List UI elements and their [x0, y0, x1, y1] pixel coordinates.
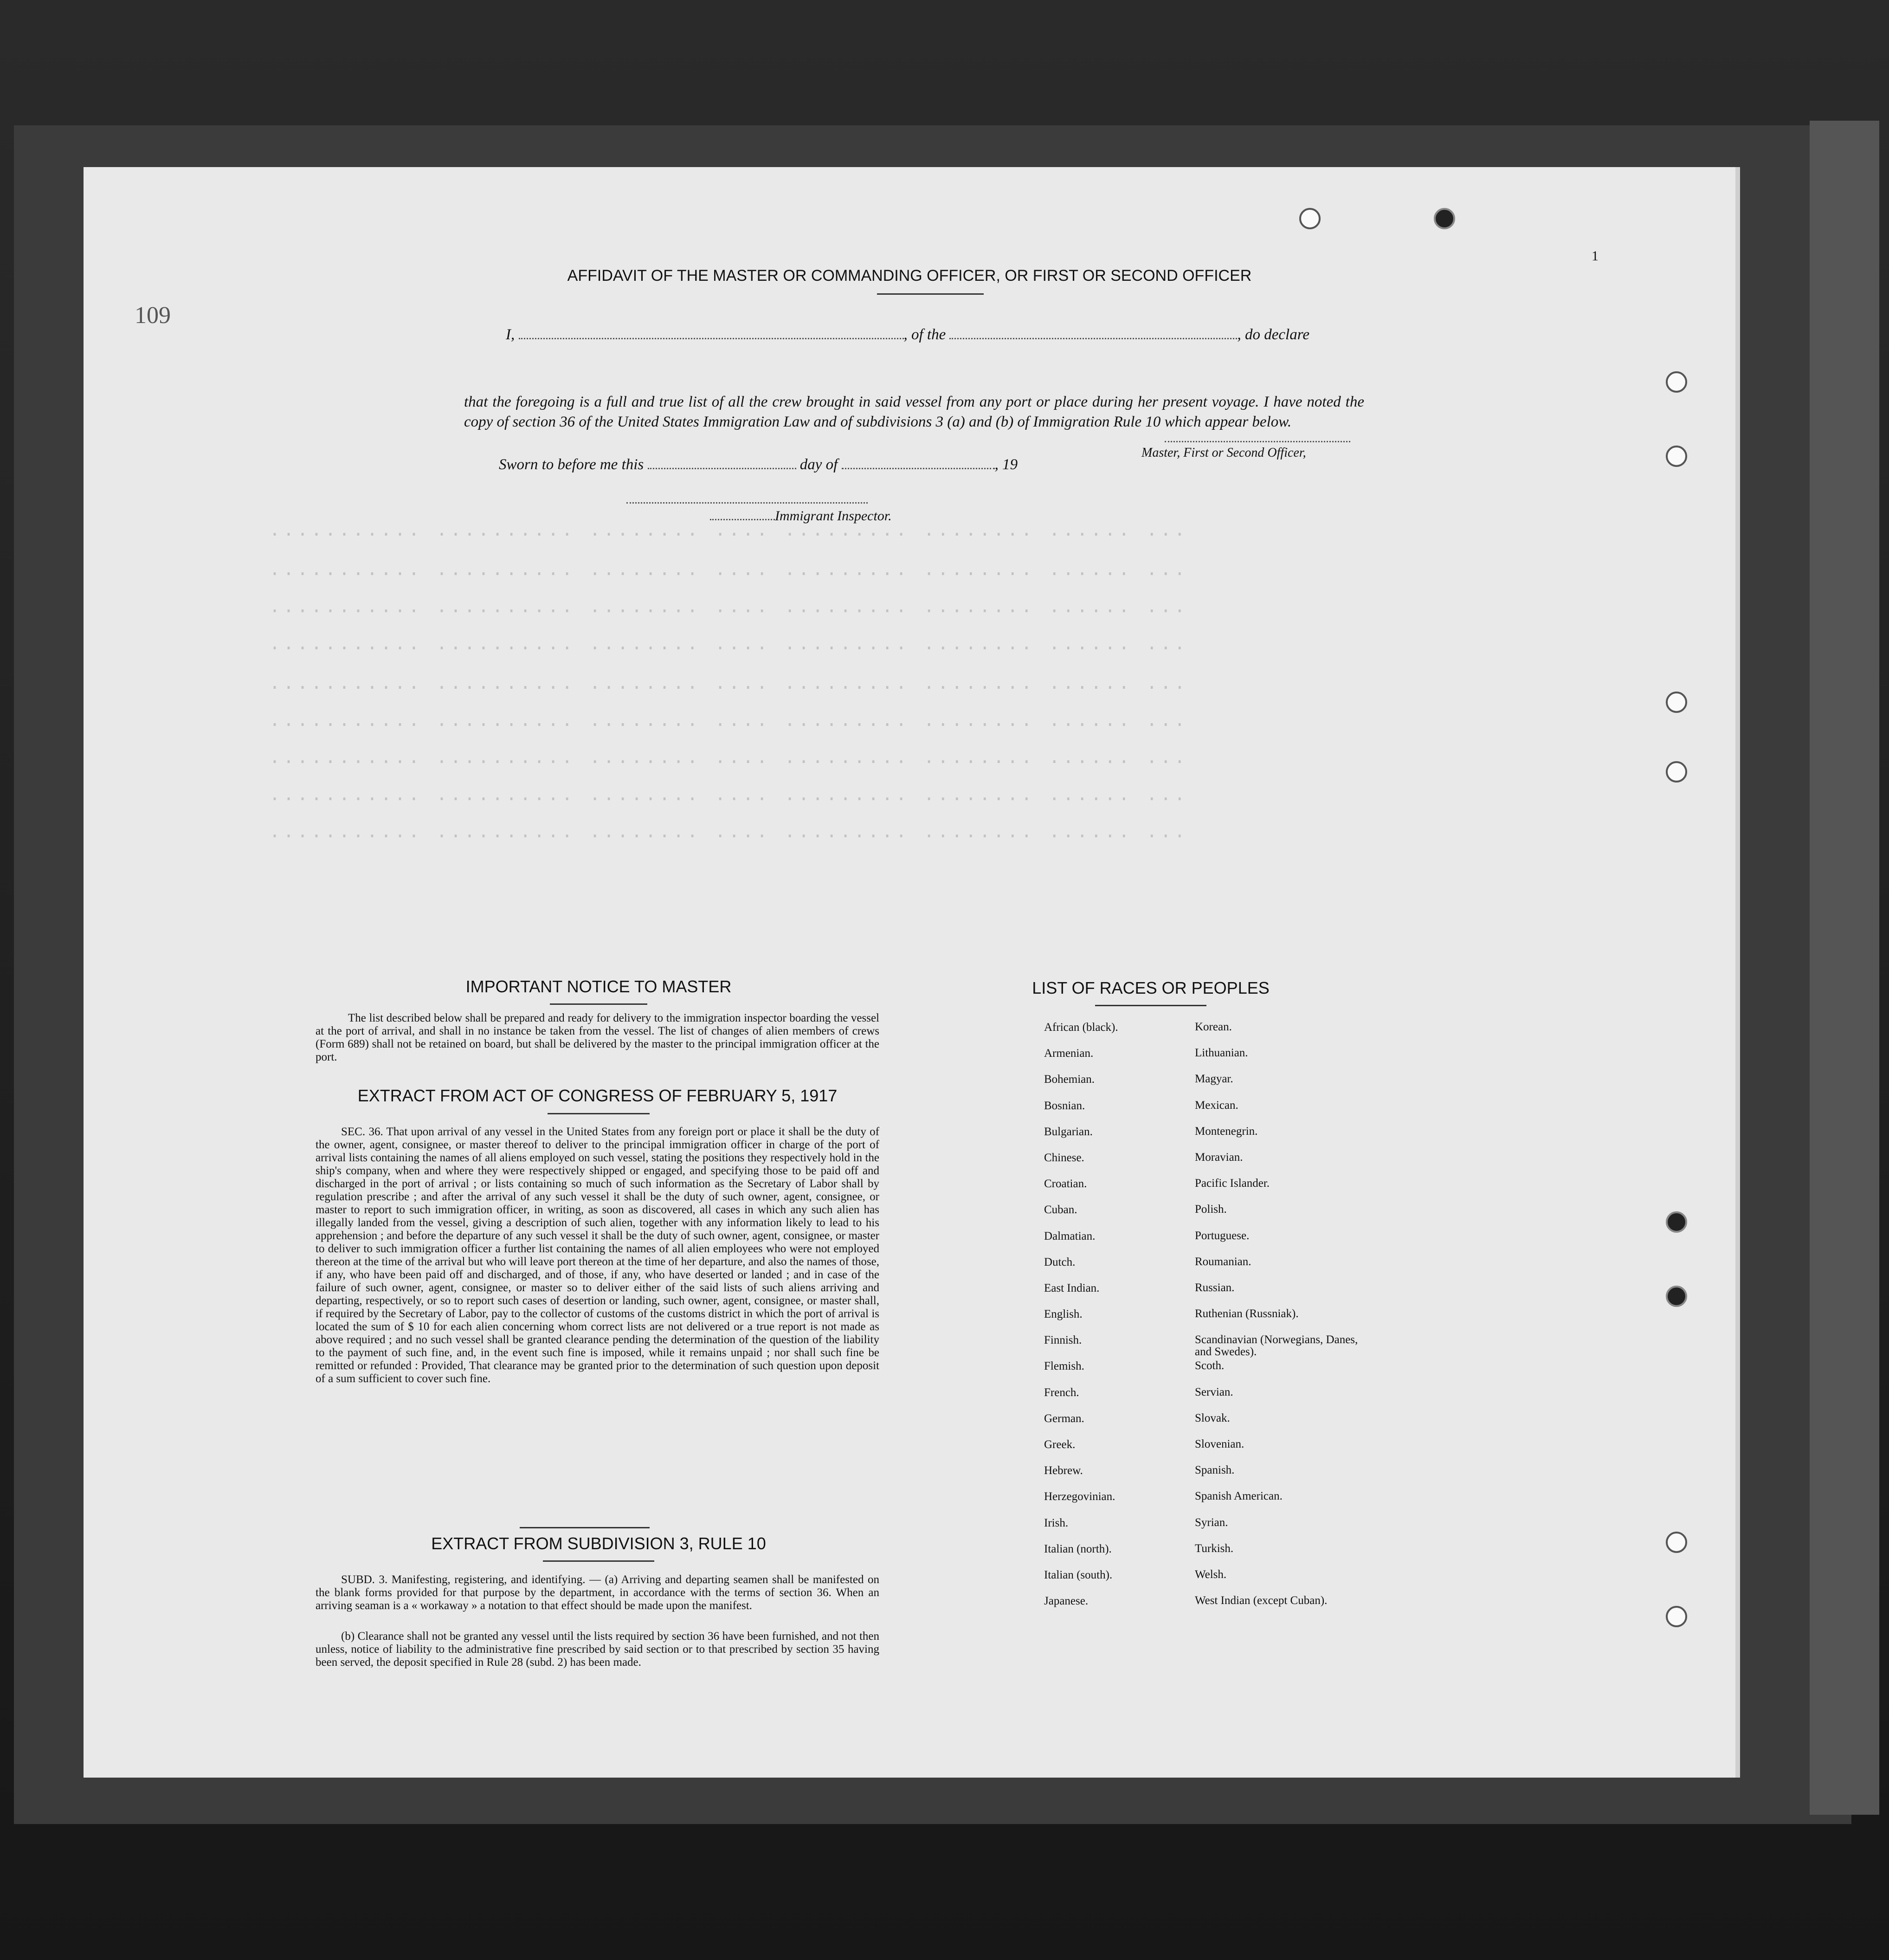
race-item: English.: [1044, 1308, 1083, 1321]
act-extract-text: SEC. 36. That upon arrival of any vessel in the United States from any foreign port or place it shall be the duty of the owner, agent, consignee, or master thereof to deliver to the principal immigration officer in charge of the port of arrival lists containing the names of all aliens employed on such vessel, stating the positions they respectively hold in the ship's company, when and where they were respectively shipped or engaged, and specifying those to be paid off and discharged in the port of arrival ; or lists containing so much of such information as the Secretary of Labor shall by regulation prescribe ; and after the arrival of any such vessel it shall be the duty of such owner, agent, consignee, or master to report to such immigration officer, in writing, as soon as discovered, all cases in which any such alien has illegally landed from the vessel, giving a description of such alien, together with any information likely to lead to his apprehension ; and before the departure of any such vessel it shall be the duty of such owner, agent, consignee, or master to deliver to such immigration officer a further list containing the names of all alien employees who were not employed thereon at the time of the arrival but who will leave port thereon at the time of her departure, and also the names of those, if any, who have been paid off and discharged, and of those, if any, who have deserted or landed ; and in case of the failure of such owner, agent, consignee, or master so to deliver either of the said lists of such aliens arriving and departing, respectively, or so to report such cases of desertion or landing, such owner, agent, consignee, or master shall, if required by the Secretary of Labor, pay to the collector of customs of the customs district in which the port of arrival is located the sum of $ 10 for each alien concerning whom correct lists are not delivered or a true report is not made as above required ; and no such vessel shall be granted clearance pending the determination of the question of the liability to the payment of such fine, and, in the event such fine is imposed, while it remains unpaid ; nor shall such fine be remitted or refunded : Provided, That clearance may be granted prior to the determination of such question upon deposit of a sum sufficient to cover such fine.: [316, 1126, 879, 1385]
race-item: Montenegrin.: [1195, 1125, 1258, 1138]
race-row: [1044, 1230, 1362, 1256]
race-row: [1044, 1308, 1362, 1334]
sheet-number: 1: [1592, 248, 1599, 264]
race-item: Dutch.: [1044, 1255, 1076, 1268]
race-row: [1044, 1490, 1362, 1516]
race-row: [1044, 1569, 1362, 1595]
punch-hole: [1666, 1532, 1687, 1553]
race-row: [1044, 1021, 1362, 1047]
race-item: Welsh.: [1195, 1568, 1227, 1581]
race-row: [1044, 1100, 1362, 1126]
do-declare-label: , do declare: [1237, 326, 1309, 343]
race-item: Korean.: [1195, 1021, 1232, 1033]
race-row: [1044, 1256, 1362, 1282]
race-item: East Indian.: [1044, 1281, 1100, 1294]
punch-hole: [1666, 1606, 1687, 1627]
race-item: Syrian.: [1195, 1516, 1228, 1529]
race-row: [1044, 1543, 1362, 1569]
race-row: [1044, 1412, 1362, 1438]
notice-text: The list described below shall be prepared and ready for delivery to the immigration inspector boarding the vessel at the port of arrival, and shall in no instance be taken from the vessel. The list of changes of alien members of crews (Form 689) shall not be retained on board, but shall be delivered by the master to the principal immigration officer at the port.: [316, 1012, 879, 1063]
races-title: LIST OF RACES OR PEOPLES: [1032, 978, 1270, 997]
race-item: Italian (south).: [1044, 1568, 1113, 1581]
race-item: Polish.: [1195, 1203, 1227, 1216]
races-title-rule: [1095, 1005, 1206, 1006]
race-row: [1044, 1282, 1362, 1308]
punch-hole: [1666, 446, 1687, 467]
race-item: Slovak.: [1195, 1411, 1230, 1424]
race-item: Portuguese.: [1195, 1229, 1250, 1242]
race-row: [1044, 1126, 1362, 1151]
rule-extract-title: EXTRACT FROM SUBDIVISION 3, RULE 10: [431, 1534, 766, 1553]
declarant-label: I,: [506, 326, 515, 343]
race-item: Armenian.: [1044, 1047, 1094, 1060]
race-item: Lithuanian.: [1195, 1047, 1248, 1060]
race-item: Bulgarian.: [1044, 1125, 1093, 1138]
race-item: Magyar.: [1195, 1073, 1233, 1086]
race-item: Ruthenian (Russniak).: [1195, 1307, 1299, 1320]
punch-hole: [1299, 208, 1321, 229]
notice-title-rule: [550, 1003, 647, 1005]
sworn-month-field[interactable]: [842, 455, 995, 469]
race-item: Hebrew.: [1044, 1464, 1083, 1477]
act-extract-title: EXTRACT FROM ACT OF CONGRESS OF FEBRUARY 5, 1917: [357, 1086, 838, 1105]
race-item: Finnish.: [1044, 1334, 1082, 1347]
act-extract-title-rule: [548, 1113, 650, 1114]
race-row: [1044, 1595, 1362, 1621]
race-item: French.: [1044, 1386, 1079, 1399]
race-item: Cuban.: [1044, 1203, 1077, 1216]
race-item: Bohemian.: [1044, 1073, 1095, 1086]
affidavit-title-rule: [877, 293, 984, 295]
master-signature-label: Master, First or Second Officer,: [1141, 446, 1306, 460]
punch-hole: [1666, 692, 1687, 713]
race-item: Russian.: [1195, 1281, 1235, 1294]
declaration-line: [506, 325, 1309, 343]
declarant-name-field[interactable]: [519, 325, 904, 339]
race-row: [1044, 1464, 1362, 1490]
inspector-signature-line: [626, 502, 868, 504]
rule-extract-title-rule: [543, 1560, 654, 1562]
race-row: [1044, 1177, 1362, 1203]
race-item: Flemish.: [1044, 1360, 1084, 1373]
master-signature-line: [1165, 441, 1350, 442]
race-item: Scandinavian (Norwegians, Danes, and Swedes).: [1195, 1333, 1358, 1358]
race-item: Servian.: [1195, 1385, 1233, 1398]
punch-hole: [1666, 761, 1687, 783]
punch-hole: [1434, 208, 1455, 229]
day-of-label: day of: [799, 456, 838, 473]
manifest-page: ··········· ·········· ········ ···· ········· ········ ······ ··· ··········· ·········· ········ ···· ········· ········ ······ ··· ··········· ·········· ········ ···· ········· ········ ······ ··· ··········· ·········· ········ ···· ········· ········ ······ ··· ··········· ·········· ········ ···· ········· ········ ······ ··· ··········· ·········· ········ ···· ········· ········ ······ ··· ··········· ·········· ········ ···· ········· ········ ······ ··· ··········· ·········· ········ ···· ········· ········ ······ ··· ··········· ·········· ········ ···· ········· ········ ······ ··· 109 1 AFFIDAVIT OF THE MASTER OR COMMANDING OFFICER, OR FIRST OR SECOND OFFICER I, , of the , do declare that the foregoing is a full and true list of all the crew brought in said vessel from any port or place during her present voyage. I have noted the copy of section 36 of the United States Immigration Law and of subdivisions 3 (a) and (b) of Immigration Rule 10 which appear below. Master, First or Second Officer, Sworn to before me this day of , 19 Immigrant Inspector. IMPORTANT NOTICE TO MASTER The list described below shall be prepared and ready for delivery to the immigration inspector boarding the vessel at the port of arrival, and shall in no instance be taken from the vessel. The list of changes of alien members of crews (Form 689) shall not be retained on board, but shall be delivered by the master to the principal immigration officer at the port. EXTRACT FROM ACT OF CONGRESS OF FEBRUARY 5, 1917 SEC. 36. That upon arrival of any vessel in the United States from any foreign port or place it shall be the duty of the owner, agent, consignee, or master thereof to deliver to the principal immigration officer in charge of the port of arrival lists containing the names of all aliens employed on such vessel, stating the positions they respectively hold in the ship's company, when and where they were respectively shipped or engaged, and specifying those to be paid off and discharged in the port of arrival ; or lists containing so much of such information as the Secretary of Labor shall by regulation prescribe ; and after the arrival of any such vessel it shall be the duty of such owner, agent, consignee, or master to report to such immigration officer, in writing, as soon as discovered, all cases in which any such alien has illegally landed from the vessel, giving a description of such alien, together with any information likely to lead to his apprehension ; and before the departure of any such vessel it shall be the duty of such owner, agent, consignee, or master to deliver to such immigration officer a further list containing the names of all alien employees who were not employed thereon at the time of the arrival but who will leave port thereon at the time of her departure, and also the names of those, if any, who have been paid off and discharged, and of those, if any, who have deserted or landed ; and in case of the failure of such owner, agent, consignee, or master so to deliver either of the said lists of such aliens arriving and departing, respectively, or so to report such cases of desertion or landing, such owner, agent, consignee, or master shall, if required by the Secretary of Labor, pay to the collector of customs of the customs district in which the port of arrival is located the sum of $ 10 for each alien concerning whom correct lists are not delivered or a true report is not made as above required ; and no such vessel shall be granted clearance pending the determination of the question of the liability to the payment of such fine, and, in the event such fine is imposed, while it remains unpaid ; nor shall such fine be remitted or refunded : Provided, That clearance may be granted prior to the determination of such question upon deposit of a sum sufficient to cover such fine. EXTRACT FROM SUBDIVISION 3, RULE 10 SUBD. 3. Manifesting, registering, and identifying. — (a) Arriving and departing seamen shall be manifested on the blank forms provided for that purpose by the department, in accordance with the terms of section 36. When an arriving seaman is a « workaway » a notation to that effect should be made upon the manifest. (b) Clearance shall not be granted any vessel until the lists required by section 36 have been furnished, and not then unless, notice of liability to the administrative fine prescribed by said section or to that prescribed by section 35 having been served, the deposit specified in Rule 28 (subd. 2) has been made. LIST OF RACES OR PEOPLES African (black). Korean. Armenian. Lithuanian. Bohemian. Magyar. Bosnian. Mexican. Bulgarian. Montenegrin. Chinese. Moravian. Croatian. Pacific Islander. Cuban. Polish. Dalmatian. Portuguese. Dutch. Roumanian. East Indian. Russian. English. Ruthenian (Russniak). Finnish. Scandinavian (Norwegians, Danes, and Swedes). Flemish. Scoth. French. Servian. German. Slovak. Greek. Slovenian. Hebrew. Spanish. Herzegovinian. Spanish American. Irish. Syrian. Italian (north). Turkish. Italian (south). Welsh. Japanese. West Indian (except Cuban).: [84, 167, 1740, 1778]
vessel-name-field[interactable]: [949, 325, 1237, 339]
race-item: Japanese.: [1044, 1595, 1089, 1608]
race-item: Spanish.: [1195, 1464, 1235, 1477]
race-item: African (black).: [1044, 1021, 1118, 1034]
race-row: [1044, 1047, 1362, 1073]
inspector-label: Immigrant Inspector.: [710, 508, 892, 524]
race-item: Slovenian.: [1195, 1438, 1244, 1450]
race-row: [1044, 1386, 1362, 1412]
punch-hole: [1666, 1286, 1687, 1307]
race-row: [1044, 1151, 1362, 1177]
rule-extract-text-b: (b) Clearance shall not be granted any vessel until the lists required by section 36 have been furnished, and not then unless, notice of liability to the administrative fine prescribed by said section or to that prescribed by section 35 having been served, the deposit specified in Rule 28 (subd. 2) has been made.: [316, 1630, 879, 1669]
race-row: [1044, 1517, 1362, 1543]
race-item: Roumanian.: [1195, 1255, 1251, 1268]
rule-extract-top-rule: [520, 1527, 650, 1528]
race-item: Herzegovinian.: [1044, 1490, 1115, 1503]
race-item: Turkish.: [1195, 1542, 1234, 1555]
race-row: [1044, 1203, 1362, 1229]
race-item: German.: [1044, 1412, 1084, 1425]
race-row: [1044, 1073, 1362, 1099]
race-item: Croatian.: [1044, 1177, 1087, 1190]
race-item: Chinese.: [1044, 1151, 1084, 1164]
mount-edge: [1810, 121, 1879, 1815]
page-number-stamp: 109: [135, 302, 171, 329]
rule-extract-text-a: SUBD. 3. Manifesting, registering, and identifying. — (a) Arriving and departing seamen shall be manifested on the blank forms provided for that purpose by the department, in accordance with the terms of section 36. When an arriving seaman is a « workaway » a notation to that effect should be made upon the manifest.: [316, 1573, 879, 1612]
declaration-text: that the foregoing is a full and true list of all the crew brought in said vessel from any port or place during her present voyage. I have noted the copy of section 36 of the United States Immigration Law and of subdivisions 3 (a) and (b) of Immigration Rule 10 which appear below.: [464, 394, 1364, 430]
race-item: Spanish American.: [1195, 1490, 1283, 1503]
punch-hole: [1666, 371, 1687, 393]
affidavit-title: AFFIDAVIT OF THE MASTER OR COMMANDING OFFICER, OR FIRST OR SECOND OFFICER: [567, 267, 1252, 285]
race-row: [1044, 1360, 1362, 1386]
races-list: [1044, 1021, 1362, 1621]
race-item: Pacific Islander.: [1195, 1177, 1270, 1190]
sworn-day-field[interactable]: [648, 455, 796, 469]
year-label: , 19: [994, 456, 1018, 473]
race-item: Irish.: [1044, 1516, 1069, 1529]
of-the-label: , of the: [903, 326, 946, 343]
race-item: Mexican.: [1195, 1099, 1238, 1112]
race-item: Scoth.: [1195, 1359, 1225, 1372]
sworn-label: Sworn to before me this: [499, 456, 644, 473]
race-row: [1044, 1334, 1362, 1360]
race-item: Greek.: [1044, 1438, 1076, 1451]
sworn-line: [499, 455, 1018, 473]
punch-hole: [1666, 1211, 1687, 1233]
race-item: Moravian.: [1195, 1151, 1243, 1164]
notice-title: IMPORTANT NOTICE TO MASTER: [465, 977, 732, 996]
race-item: Dalmatian.: [1044, 1229, 1096, 1242]
race-item: West Indian (except Cuban).: [1195, 1594, 1328, 1607]
race-row: [1044, 1438, 1362, 1464]
race-item: Italian (north).: [1044, 1542, 1112, 1555]
race-item: Bosnian.: [1044, 1099, 1085, 1112]
